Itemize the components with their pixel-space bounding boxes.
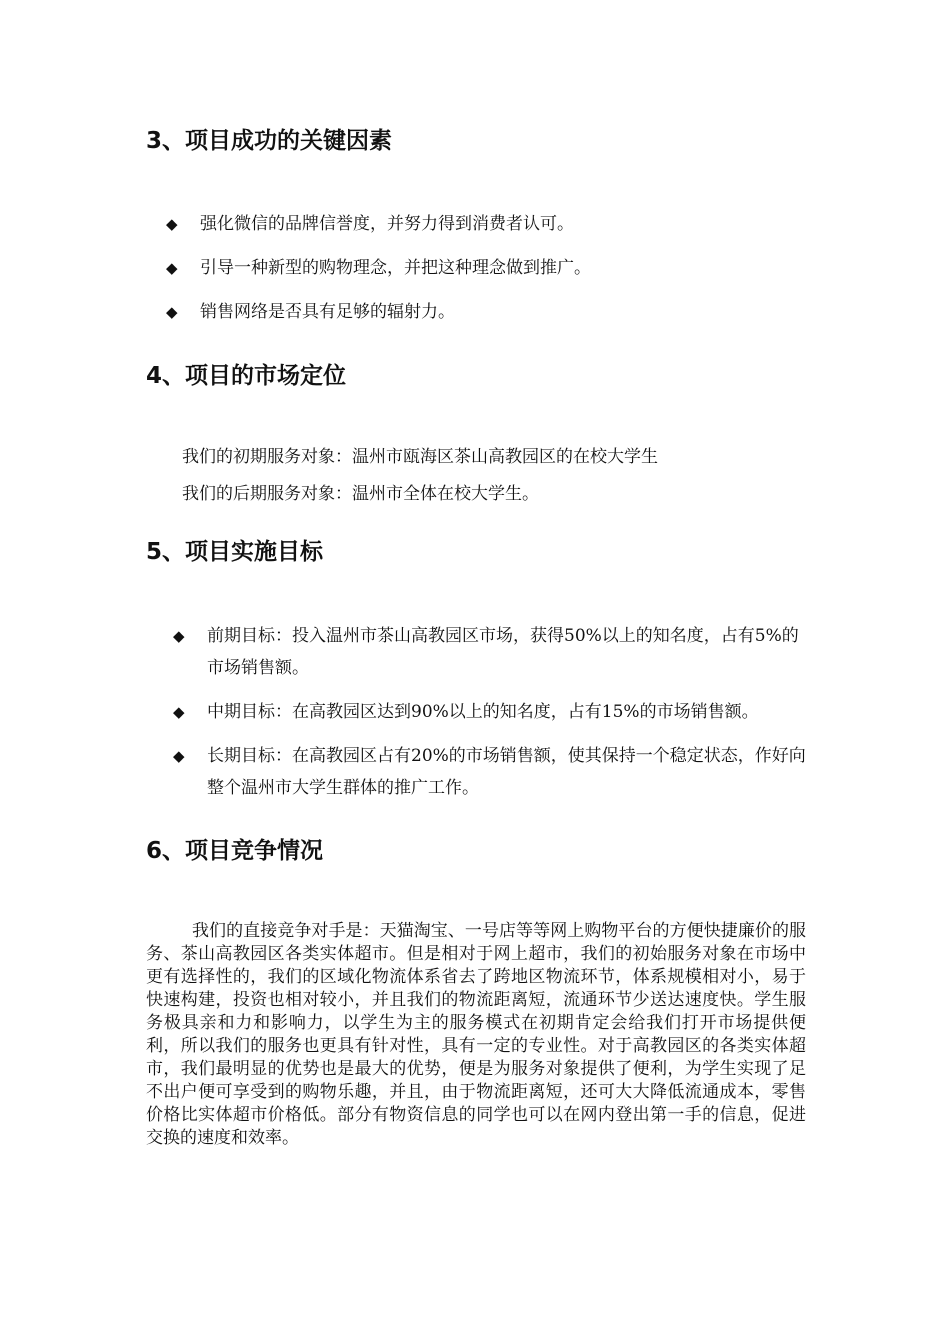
section-3-title: 3、项目成功的关键因素 [146,128,393,154]
diamond-bullet-icon: ◆ [166,259,178,277]
section-3-bullet-list [166,208,806,328]
list-item-text: 长期目标：在高教园区占有20%的市场销售额，使其保持一个稳定状态，作好向整个温州市大学生群体的推广工作。 [207,746,806,798]
list-item-text: 销售网络是否具有足够的辐射力。 [200,302,455,322]
list-item-text: 引导一种新型的购物理念，并把这种理念做到推广。 [200,258,591,278]
section-6-title: 6、项目竞争情况 [146,838,324,864]
list-item-text: 前期目标：投入温州市茶山高教园区市场，获得50%以上的知名度，占有5%的市场销售额。 [207,626,799,678]
section-4-title: 4、项目的市场定位 [146,363,347,389]
diamond-bullet-icon: ◆ [173,703,185,721]
list-item [173,740,813,804]
initial-target-line: 我们的初期服务对象：温州市瓯海区茶山高教园区的在校大学生 [182,447,658,467]
later-target-line: 我们的后期服务对象：温州市全体在校大学生。 [182,484,539,504]
diamond-bullet-icon: ◆ [166,215,178,233]
list-item [166,252,806,284]
section-5-bullet-list [173,620,813,804]
list-item [173,696,813,728]
section-5-title: 5、项目实施目标 [146,539,324,565]
competition-paragraph: 我们的直接竞争对手是：天猫淘宝、一号店等等网上购物平台的方便快捷廉价的服务、茶山高教园区各类实体超市。但是相对于网上超市，我们的初始服务对象在市场中更有选择性的，我们的区域化物流体系省去了跨地区物流环节，体系规模相对小，易于快速构建，投资也相对较小，并且我们的物流距离短，流通环节少送达速度快。学生服务极具亲和力和影响力，以学生为主的服务模式在初期肯定会给我们打开市场提供便利，所以我们的服务也更具有针对性，具有一定的专业性。对于高教园区的各类实体超市，我们最明显的优势也是最大的优势，便是为服务对象提供了便利，为学生实现了足不出户便可享受到的购物乐趣，并且，由于物流距离短，还可大大降低流通成本，零售价格比实体超市价格低。部分有物资信息的同学也可以在网内登出第一手的信息，促进交换的速度和效率。 [146,921,806,1148]
diamond-bullet-icon: ◆ [173,747,185,765]
diamond-bullet-icon: ◆ [166,303,178,321]
list-item-text: 中期目标：在高教园区达到90%以上的知名度，占有15%的市场销售额。 [207,702,759,722]
list-item [166,208,806,240]
list-item [166,296,806,328]
list-item-text: 强化微信的品牌信誉度，并努力得到消费者认可。 [200,214,574,234]
list-item [173,620,813,684]
diamond-bullet-icon: ◆ [173,627,185,645]
